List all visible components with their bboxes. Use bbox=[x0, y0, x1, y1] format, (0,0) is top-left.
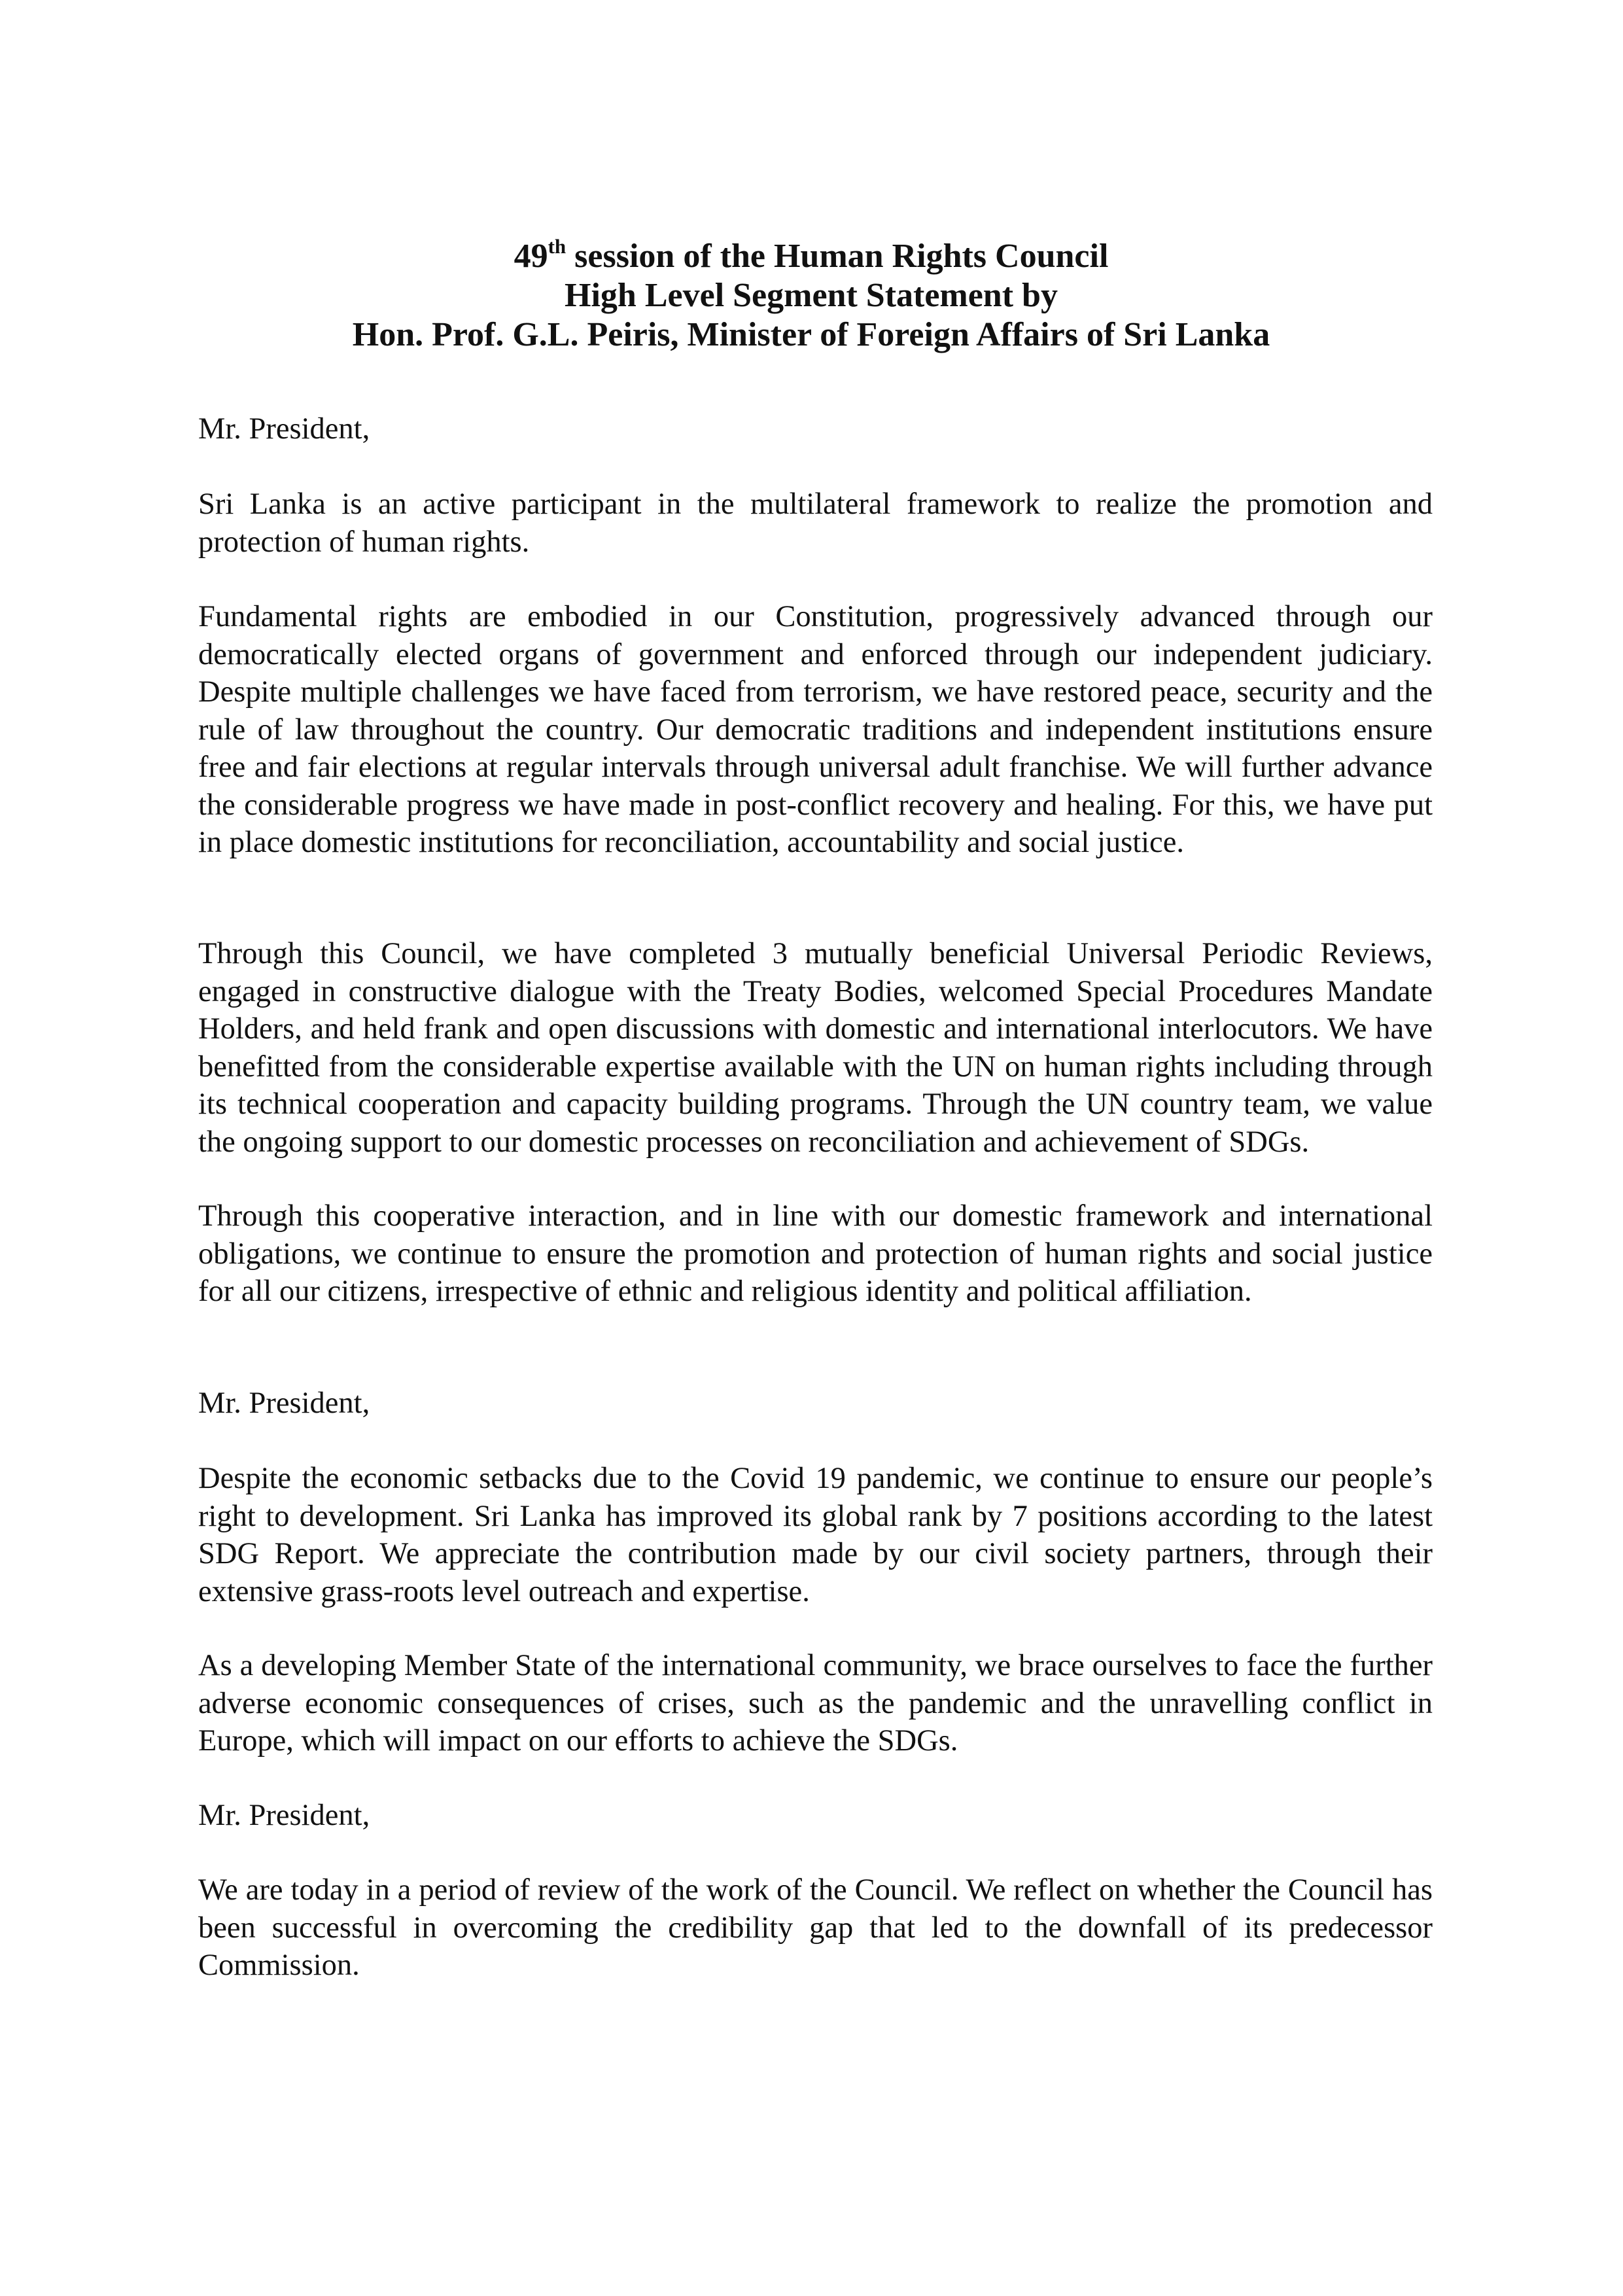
statement-title bbox=[196, 237, 1426, 355]
paragraph-economic-setbacks: Despite the economic setbacks due to the Covid 19 pandemic, we continue to ensure our people’s right to development. Sri Lanka has improved its global rank by 7 positions according to the latest SDG Report. We appreciate the contribution made by our civil society partners, through their extensive grass-roots level outreach and expertise. bbox=[198, 1462, 1433, 1608]
paragraph-fundamental-rights: Fundamental rights are embodied in our Constitution, progressively advanced through our democratically elected organs of government and enforced through our independent judiciary. Despite multiple challenges we have faced from terrorism, we have restored peace, security and the rule of law throughout the country. Our democratic traditions and independent institutions ensure free and fair elections at regular intervals through universal adult franchise. We will further advance the considerable progress we have made in post-conflict recovery and healing. For this, we have put in place domestic institutions for reconciliation, accountability and social justice. bbox=[198, 600, 1433, 859]
session-title-text: session of the Human Rights Council bbox=[566, 238, 1109, 275]
salutation: Mr. President, bbox=[198, 1386, 370, 1420]
title-line-session bbox=[196, 237, 1426, 276]
session-number: 49 bbox=[514, 238, 548, 275]
title-line-speaker: Hon. Prof. G.L. Peiris, Minister of Foreign Affairs of Sri Lanka bbox=[352, 316, 1270, 353]
paragraph-council-review: We are today in a period of review of the work of the Council. We reflect on whether the Council has been successful in overcoming the credibility gap that led to the downfall of its predecessor Commission. bbox=[198, 1873, 1433, 1982]
salutation: Mr. President, bbox=[198, 412, 370, 446]
salutation: Mr. President, bbox=[198, 1799, 370, 1832]
paragraph-developing-member-state: As a developing Member State of the international community, we brace ourselves to face the further adverse economic consequences of crises, such as the pandemic and the unravelling conflict in Europe, which will impact on our efforts to achieve the SDGs. bbox=[198, 1649, 1433, 1757]
paragraph-participation: Sri Lanka is an active participant in the multilateral framework to realize the promotion and protection of human rights. bbox=[198, 487, 1433, 559]
paragraph-council-engagement: Through this Council, we have completed 3 mutually beneficial Universal Periodic Reviews, engaged in constructive dialogue with the Treaty Bodies, welcomed Special Procedures Mandate Holders, and held frank and open discussions with domestic and international interlocutors. We have benefitted from the considerable expertise available with the UN on human rights including through its technical cooperation and capacity building programs. Through the UN country team, we value the ongoing support to our domestic processes on reconciliation and achievement of SDGs. bbox=[198, 937, 1433, 1159]
paragraph-cooperative-interaction: Through this cooperative interaction, and in line with our domestic framework and international obligations, we continue to ensure the promotion and protection of human rights and social justice for all our citizens, irrespective of ethnic and religious identity and political affiliation. bbox=[198, 1199, 1433, 1308]
ordinal-suffix: th bbox=[548, 235, 567, 258]
title-line-segment: High Level Segment Statement by bbox=[565, 277, 1058, 314]
